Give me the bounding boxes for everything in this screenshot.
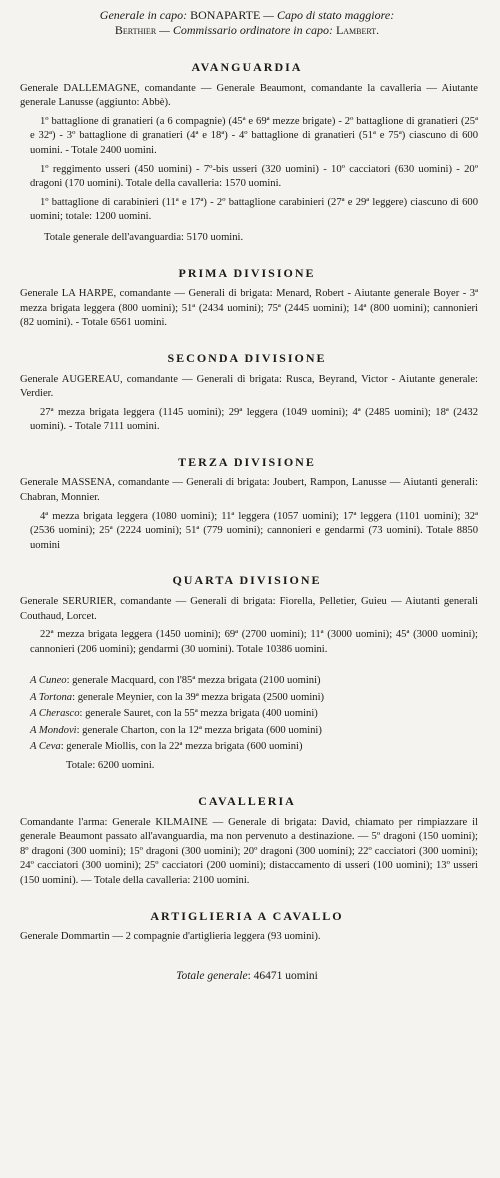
seconda-text: 27ª mezza brigata leggera (1145 uomini); 29ª leggera (1049 uomini); 4ª (2485 uomini); 18ª (2432 uomini). - Totale 7111 uomini. (30, 406, 478, 433)
quarta-text: 22ª mezza brigata leggera (1450 uomini); 69ª (2700 uomini); 11ª (3000 uomini); 45ª (3000 uomini); cannonieri (206 uomini); gendarmi (30 uomini). Totale 10386 uomini. (30, 629, 478, 655)
garrison-row (30, 690, 478, 706)
avanguardia-paragraph: 1º battaglione di carabinieri (11ª e 17ª) - 2º battaglione carabinieri (27ª e 29ª leggere) ciascuno di 600 uomini; totale: 1200 uomini. (30, 196, 478, 223)
header-label: — Capo di stato maggiore: (263, 8, 395, 22)
garrison-place: A Cherasco (30, 708, 80, 720)
avanguardia-command: Generale DALLEMAGNE, comandante — Generale Beaumont, comandante la cavalleria — Aiutante generale Lanusse (aggiunto: Abbè). (20, 82, 478, 109)
garrison-row (30, 673, 478, 689)
commander-name: BONAPARTE (190, 8, 261, 22)
grand-total-value: : 46471 uomini (247, 969, 318, 982)
chief-of-staff: Berthier (114, 23, 157, 37)
grand-total (16, 969, 478, 984)
garrisons-total: Totale: 6200 uomini. (66, 760, 155, 772)
header-label: Generale in capo: (99, 8, 188, 22)
section-title-artiglieria: ARTIGLIERIA A CAVALLO (150, 908, 344, 923)
section-title-seconda: SECONDA DIVISIONE (167, 350, 327, 365)
section-title-terza: TERZA DIVISIONE (178, 454, 316, 469)
cavalleria-text: Comandante l'arma: Generale KILMAINE — Generale di brigata: David, chiamato per rimpiazzare il generale Beaumont passato all'avanguardia, ma non pervenuto a destinazione. — 5º dragoni (150 uomini); 8º dragoni (300 uomini); 15º dragoni (300 uomini); 20º dragoni (300 uomini); 22º cacciatori (300 uomini); 24º cacciatori (300 uomini); 25º cacciatori (200 uomini); distaccamento di usseri (100 uomini); 13º usseri (150 uomini). — Totale della cavalleria: 2100 uomini. (20, 816, 478, 886)
garrison-text: : generale Sauret, con la 55ª mezza brigata (400 uomini) (79, 708, 318, 720)
garrison-place: A Mondovì (30, 724, 77, 736)
seconda-command: Generale AUGEREAU, comandante — Generali di brigata: Rusca, Beyrand, Victor - Aiutante generale: Verdier. (20, 373, 478, 400)
grand-total-label: Totale generale (176, 969, 248, 982)
commissioner: Lambert. (335, 23, 380, 37)
garrison-text: : generale Charton, con la 12ª mezza brigata (600 uomini) (76, 724, 322, 736)
garrison-text: : generale Macquard, con l'85ª mezza brigata (2100 uomini) (66, 675, 321, 687)
garrison-place: A Cuneo (30, 675, 67, 687)
avanguardia-total: Totale generale dell'avanguardia: 5170 uomini. (44, 231, 244, 243)
garrisons-list (16, 673, 478, 755)
garrison-place: A Tortona (30, 691, 73, 703)
artiglieria-text: Generale Dommartin — 2 compagnie d'artiglieria leggera (93 uomini). (20, 931, 321, 943)
document-header (16, 0, 478, 38)
avanguardia-paragraph: 1º reggimento usseri (450 uomini) - 7º-bis usseri (320 uomini) - 10º cacciatori (630 uomini) - 20º dragoni (170 uomini). Totale della cavalleria: 1570 uomini. (30, 163, 478, 190)
quarta-command: Generale SERURIER, comandante — Generali di brigata: Fiorella, Pelletier, Guieu — Aiutanti generali Couthaud, Lorcet. (20, 596, 478, 622)
garrison-row (30, 706, 478, 722)
garrison-text: : generale Meynier, con la 39ª mezza brigata (2500 uomini) (72, 691, 325, 703)
terza-command: Generale MASSENA, comandante — Generali di brigata: Joubert, Rampon, Lanusse — Aiutanti generali: Chabran, Monnier. (20, 477, 478, 504)
garrison-text: : generale Miollis, con la 22ª mezza brigata (600 uomini) (60, 741, 303, 753)
section-title-prima: PRIMA DIVISIONE (178, 265, 316, 280)
prima-text: Generale LA HARPE, comandante — Generali di brigata: Menard, Robert - Aiutante generale Boyer - 3ª mezza brigata leggera (800 uomini); 51ª (2434 uomini); 75ª (2445 uomini); 14ª (800 uomini); cannonieri (82 uomini). - Totale 6561 uomini. (20, 288, 478, 329)
header-label: — Commissario ordinatore in capo: (159, 23, 333, 37)
section-title-cavalleria: CAVALLERIA (198, 794, 296, 809)
avanguardia-paragraph: 1º battaglione di granatieri (a 6 compagnie) (45ª e 69ª mezze brigate) - 2º battaglione di granatieri (25ª e 32ª) - 3º battaglione di granatieri (4ª e 18ª) - 4º battaglione di granatieri (51ª e 75ª) ciascuno di 600 uomini. - Totale 2400 uomini. (30, 115, 478, 156)
garrison-place: A Ceva (30, 741, 61, 753)
section-title-quarta: QUARTA DIVISIONE (172, 573, 322, 588)
garrison-row (30, 723, 478, 739)
garrison-row (30, 739, 478, 755)
section-title-avanguardia: AVANGUARDIA (191, 60, 303, 74)
terza-text: 4ª mezza brigata leggera (1080 uomini); 11ª leggera (1057 uomini); 17ª leggera (1101 uomini); 32ª (2536 uomini); 25ª (2224 uomini); 51ª (779 uomini); cannonieri e gendarmi (73 uomini). Totale 8850 uomini (30, 510, 478, 551)
